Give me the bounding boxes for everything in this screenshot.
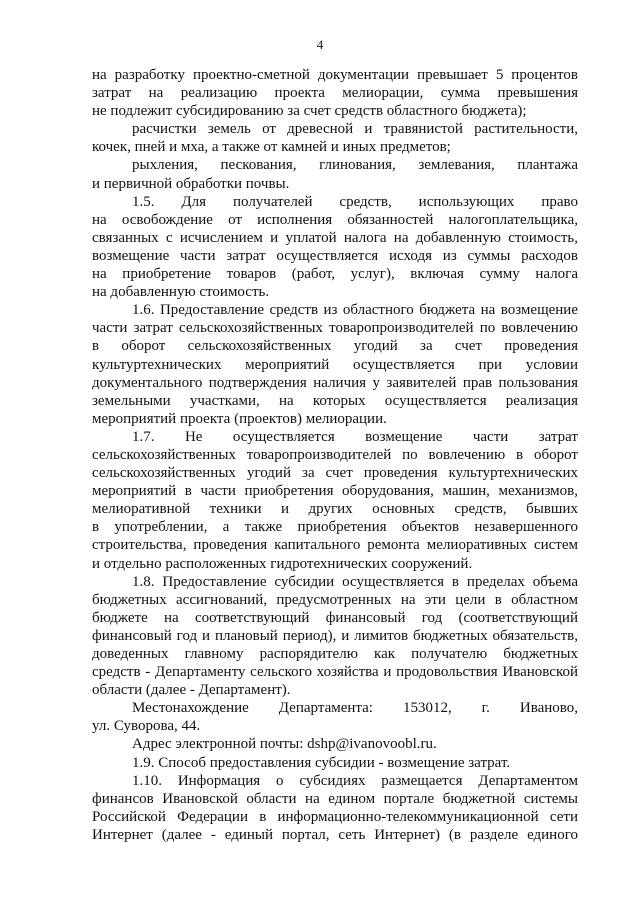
text-line: связанных с исчислением и уплатой налога на добавленную стоимость, xyxy=(92,229,578,246)
text-line: расчистки земель от древесной и травянистой растительности, xyxy=(132,121,578,138)
text-line: земельными участками, на которых осуществляется реализация xyxy=(92,392,578,409)
text-line: мероприятий в части приобретения оборудования, машин, механизмов, xyxy=(92,483,578,500)
text-line: финансов Ивановской области на едином портале бюджетной системы xyxy=(92,790,578,807)
text-line: 1.9. Способ предоставления субсидии - возмещение затрат. xyxy=(132,754,511,771)
text-line: и отдельно расположенных гидротехнических сооружений. xyxy=(92,555,473,572)
text-line: финансовый год и плановый период), и лимитов бюджетных обязательств, xyxy=(92,627,578,644)
text-line: в оборот сельскохозяйственных угодий за счет проведения xyxy=(92,338,578,355)
text-line: Интернет (далее - единый портал, сеть Интернет) (в разделе единого xyxy=(92,826,578,843)
text-line: ул. Суворова, 44. xyxy=(92,718,201,735)
text-line: культуртехнических мероприятий осуществляется при условии xyxy=(92,356,578,373)
text-line: средств - Департаменту сельского хозяйства и продовольствия Ивановской xyxy=(92,664,578,681)
text-line: строительства, проведения капитального ремонта мелиоративных систем xyxy=(92,537,578,554)
text-line: 1.8. Предоставление субсидии осуществляется в пределах объема xyxy=(132,573,578,590)
text-line: кочек, пней и мха, а также от камней и иных предметов; xyxy=(92,139,451,156)
text-line: рыхления, пескования, глинования, землевания, плантажа xyxy=(132,157,578,174)
text-line: на приобретение товаров (работ, услуг), включая сумму налога xyxy=(92,266,578,283)
text-line: в употреблении, а также приобретения объектов незавершенного xyxy=(92,519,578,536)
text-line: затрат на реализацию проекта мелиорации, сумма превышения xyxy=(92,85,578,102)
text-line: на добавленную стоимость. xyxy=(92,284,270,301)
text-line: Российской Федерации в информационно-телекоммуникационной сети xyxy=(92,808,578,825)
text-line: и первичной обработки почвы. xyxy=(92,175,290,192)
text-line: мероприятий проекта (проектов) мелиорации. xyxy=(92,410,387,427)
text-line: 1.7. Не осуществляется возмещение части затрат xyxy=(132,428,578,445)
text-line: возмещение части затрат осуществляется исходя из суммы расходов xyxy=(92,247,578,264)
text-line: не подлежит субсидированию за счет средств областного бюджета); xyxy=(92,103,527,120)
text-line: Адрес электронной почты: dshp@ivanovoobl.ru. xyxy=(132,736,437,753)
text-line: 1.5. Для получателей средств, использующих право xyxy=(132,193,578,210)
text-line: Местонахождение Департамента: 153012, г. Иваново, xyxy=(132,700,578,717)
document-body xyxy=(92,66,578,844)
text-line: мелиоративной техники и других основных средств, бывших xyxy=(92,501,578,518)
text-line: документального подтверждения наличия у заявителей прав пользования xyxy=(92,374,578,391)
text-line: бюджете на соответствующий финансовый год (соответствующий xyxy=(92,609,578,626)
text-line: части затрат сельскохозяйственных товаропроизводителей по вовлечению xyxy=(92,320,578,337)
page-number: 4 xyxy=(316,37,324,52)
text-line: доведенных главному распорядителю как получателю бюджетных xyxy=(92,646,578,662)
text-line: 1.6. Предоставление средств из областного бюджета на возмещение xyxy=(132,302,578,319)
text-line: сельскохозяйственных товаропроизводителей по вовлечению в оборот xyxy=(92,446,578,463)
text-line: сельскохозяйственных угодий за счет проведения культуртехнических xyxy=(92,465,578,482)
text-line: 1.10. Информация о субсидиях размещается Департаментом xyxy=(132,772,578,789)
text-line: бюджетных ассигнований, предусмотренных на эти цели в областном xyxy=(92,591,578,608)
text-line: на освобождение от исполнения обязанностей налогоплательщика, xyxy=(92,211,578,228)
text-line: области (далее - Департамент). xyxy=(92,682,291,699)
text-line: на разработку проектно-сметной документации превышает 5 процентов xyxy=(92,67,578,83)
